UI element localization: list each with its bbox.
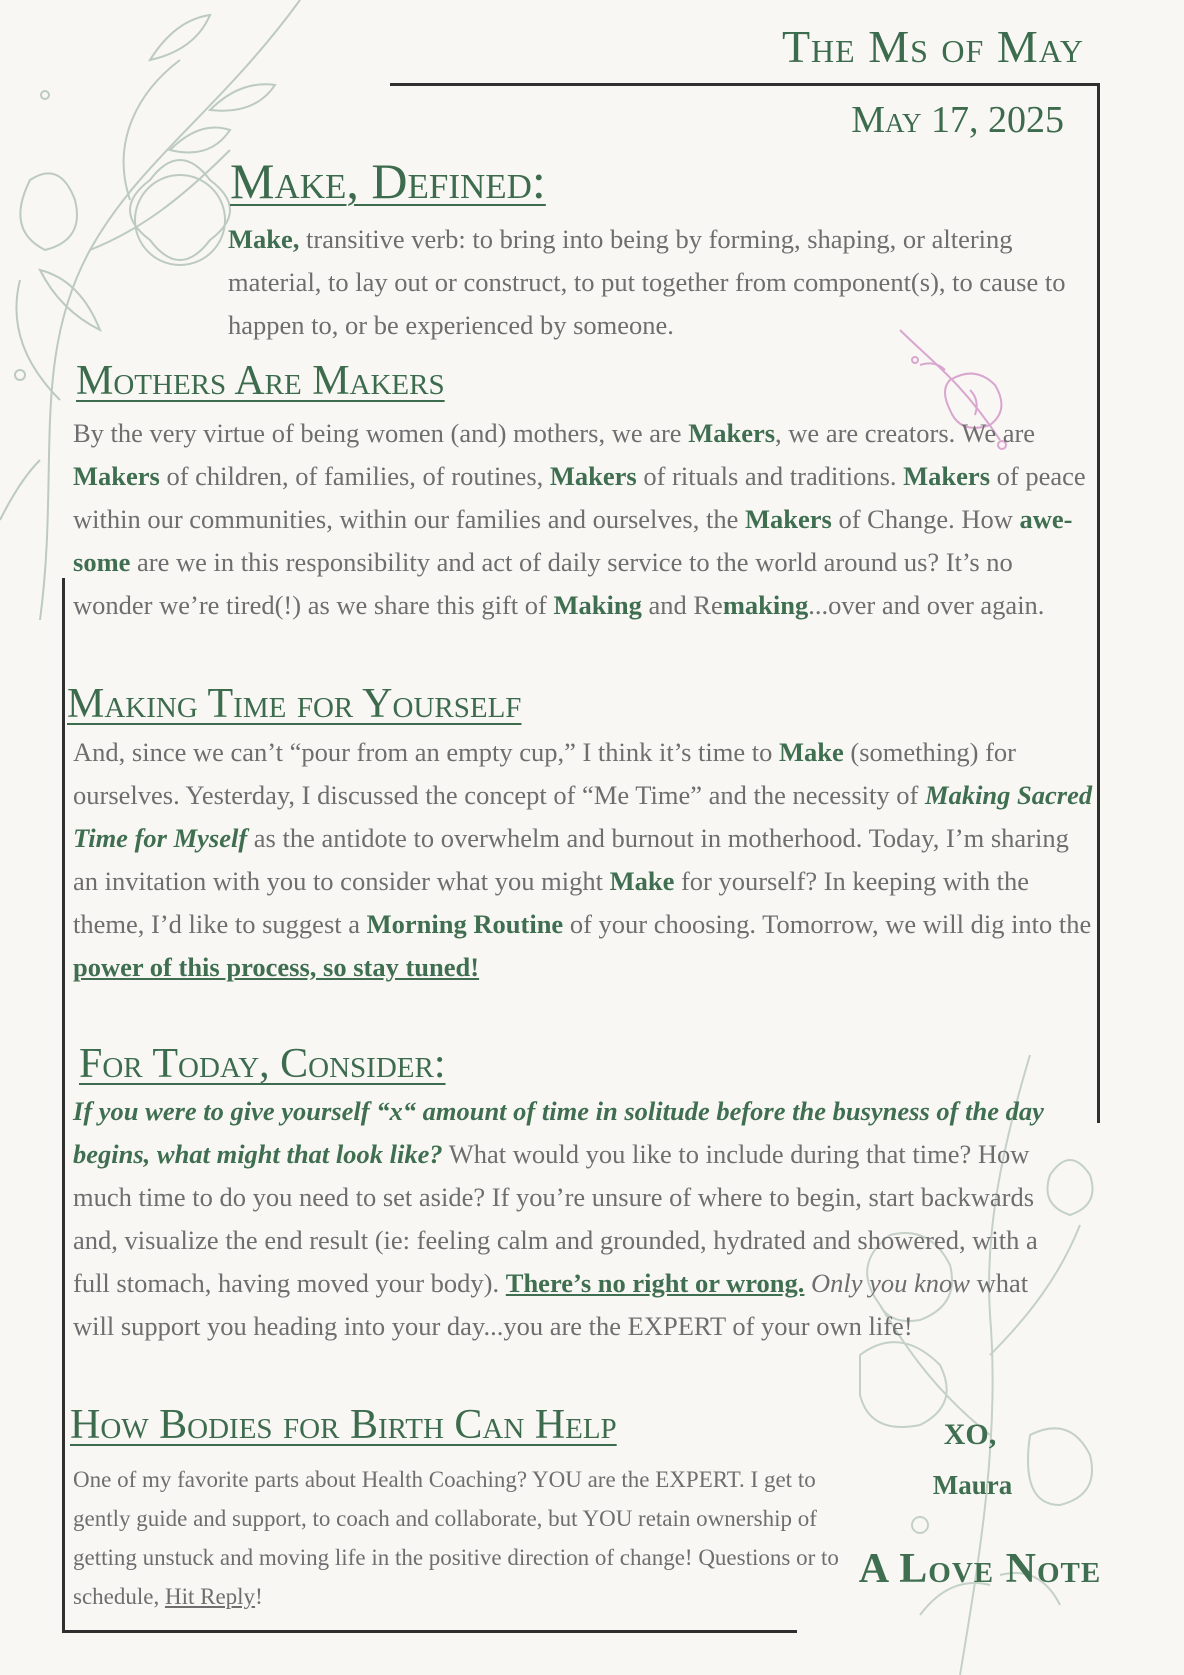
frame-bottom-line xyxy=(62,1630,797,1633)
heading-mothers-are-makers: Mothers Are Makers xyxy=(76,358,445,404)
heading-for-today: For Today, Consider: xyxy=(79,1041,446,1087)
make-definition: Make, transitive verb: to bring into being by forming, shaping, or altering material, to lay out or construct, to put together from component(s), to cause to happen to, or be experienced by someone. xyxy=(228,224,1066,340)
bodies-for-birth-paragraph: One of my favorite parts about Health Coaching? YOU are the EXPERT. I get to gently guide and support, to coach and collaborate, but YOU retain ownership of getting unstuck and moving life in the positive direction of change! Questions or to schedule, Hit Reply! xyxy=(73,1467,839,1609)
signoff-name: Maura xyxy=(932,1470,1013,1500)
hit-reply-link[interactable]: Hit Reply xyxy=(164,1584,256,1609)
mothers-are-makers-paragraph: By the very virtue of being women (and) mothers, we are Makers, we are creators. We are Makers of children, of families, of routines, Makers of rituals and traditions. Makers of peace within our communities, within our families and ourselves, the Makers of Change. How awe-some are we in this responsibility and act of daily service to the world around us? It’s no wonder we’re tired(!) as we share this gift of Making and Remaking...over and over again. xyxy=(73,418,1086,620)
newsletter-date: May 17, 2025 xyxy=(851,99,1064,141)
newsletter-title: The Ms of May xyxy=(781,21,1084,72)
definition-term: Make, xyxy=(228,224,300,254)
love-note-tagline: A Love Note xyxy=(858,1546,1102,1592)
heading-bodies-for-birth: How Bodies for Birth Can Help xyxy=(70,1402,617,1448)
heading-making-time: Making Time for Yourself xyxy=(67,681,522,727)
for-today-paragraph: If you were to give yourself “x“ amount of time in solitude before the busyness of the day begins, what might that look like? What would you like to include during that time? How much time to do you need to set aside? If you’re unsure of where to begin, start backwards and, visualize the end result (ie: feeling calm and grounded, hydrated and showered, with a full stomach, having moved your body). There’s no right or wrong. Only you know what will support you heading into your day...you are the EXPERT of your own life! xyxy=(73,1096,1044,1341)
making-time-paragraph: And, since we can’t “pour from an empty cup,” I think it’s time to Make (something) for ourselves. Yesterday, I discussed the concept of “Me Time” and the necessity of Making Sacred Time for Myself as the antidote to overwhelm and burnout in motherhood. Today, I’m sharing an invitation with you to consider what you might Make for yourself? In keeping with the theme, I’d like to suggest a Morning Routine of your choosing. Tomorrow, we will dig into the power of this process, so stay tuned! xyxy=(73,737,1093,982)
frame-top-line xyxy=(390,83,1100,86)
heading-make-defined: Make, Defined: xyxy=(230,153,546,209)
signoff-xo: XO, xyxy=(943,1418,997,1451)
stay-tuned-link[interactable]: power of this process, so stay tuned! xyxy=(73,952,480,982)
frame-left-line xyxy=(62,578,65,1633)
frame-right-line xyxy=(1097,83,1100,1123)
